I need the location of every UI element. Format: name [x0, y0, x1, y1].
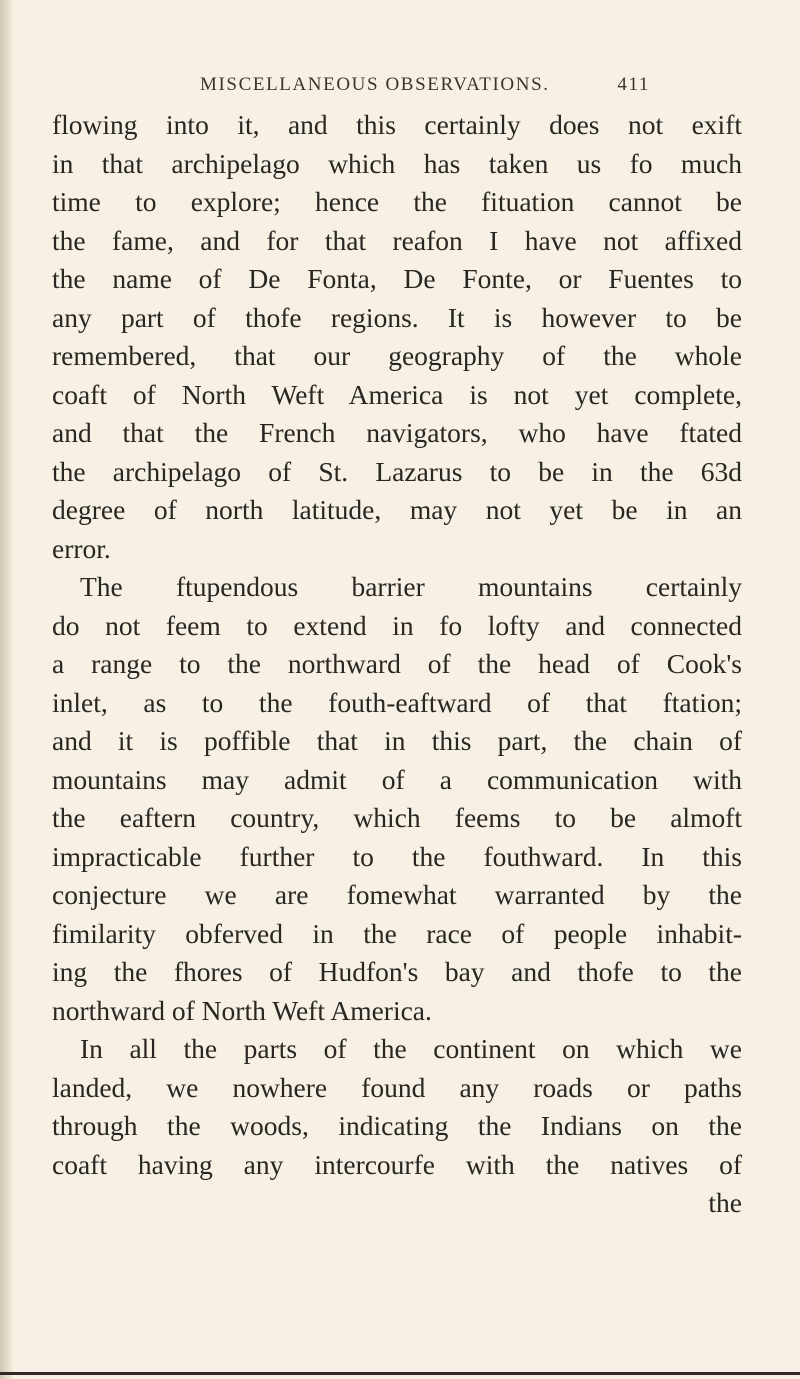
- paragraph-start-line: The ftupendous barrier mountains certainly: [80, 571, 742, 602]
- catchword: the: [708, 1187, 742, 1218]
- text-line: inlet, as to the fouth-eaftward of that ftation;: [52, 686, 742, 718]
- text-line: the eaftern country, which feems to be almoft: [52, 802, 742, 833]
- book-spine-shadow: [0, 0, 14, 1379]
- running-header: [200, 74, 650, 104]
- running-title: MISCELLANEOUS OBSERVATIONS.: [200, 74, 550, 95]
- text-line: the fame, and for that reafon I have not affixed: [52, 224, 742, 256]
- text-line: impracticable further to the fouthward. In this: [52, 840, 742, 872]
- paragraph-end-line: error.: [52, 532, 111, 564]
- text-line: conjecture we are fomewhat warranted by the: [52, 879, 742, 910]
- text-line: a range to the northward of the head of Cook's: [52, 648, 742, 679]
- text-line: do not feem to extend in fo lofty and connected: [52, 609, 742, 641]
- text-line: through the woods, indicating the Indians on the: [52, 1110, 742, 1141]
- text-line: the archipelago of St. Lazarus to be in the 63d: [52, 455, 742, 487]
- text-line: remembered, that our geography of the whole: [52, 340, 742, 371]
- text-line: mountains may admit of a communication with: [52, 763, 742, 795]
- page-body: [52, 106, 742, 1223]
- text-line: in that archipelago which has taken us fo much: [52, 147, 742, 179]
- page-bottom-edge: [0, 1372, 800, 1375]
- text-line: coaft of North Weft America is not yet complete,: [52, 378, 742, 410]
- text-line: and it is poffible that in this part, the chain of: [52, 725, 742, 756]
- text-line: coaft having any intercourfe with the natives of: [52, 1148, 742, 1180]
- text-line: ing the fhores of Hudfon's bay and thofe to the: [52, 956, 742, 987]
- paragraph-end-line: northward of North Weft America.: [52, 994, 432, 1026]
- text-line: landed, we nowhere found any roads or paths: [52, 1071, 742, 1103]
- text-line: time to explore; hence the fituation cannot be: [52, 186, 742, 217]
- text-line: and that the French navigators, who have ftated: [52, 417, 742, 448]
- text-line: any part of thofe regions. It is however to be: [52, 301, 742, 333]
- text-line: degree of north latitude, may not yet be in an: [52, 494, 742, 525]
- page-number: 411: [617, 74, 650, 95]
- text-line: the name of De Fonta, De Fonte, or Fuentes to: [52, 263, 742, 294]
- text-line: fimilarity obferved in the race of people inhabit-: [52, 917, 742, 949]
- paragraph-start-line: In all the parts of the continent on which we: [80, 1033, 742, 1064]
- text-line: flowing into it, and this certainly does not exift: [52, 109, 742, 140]
